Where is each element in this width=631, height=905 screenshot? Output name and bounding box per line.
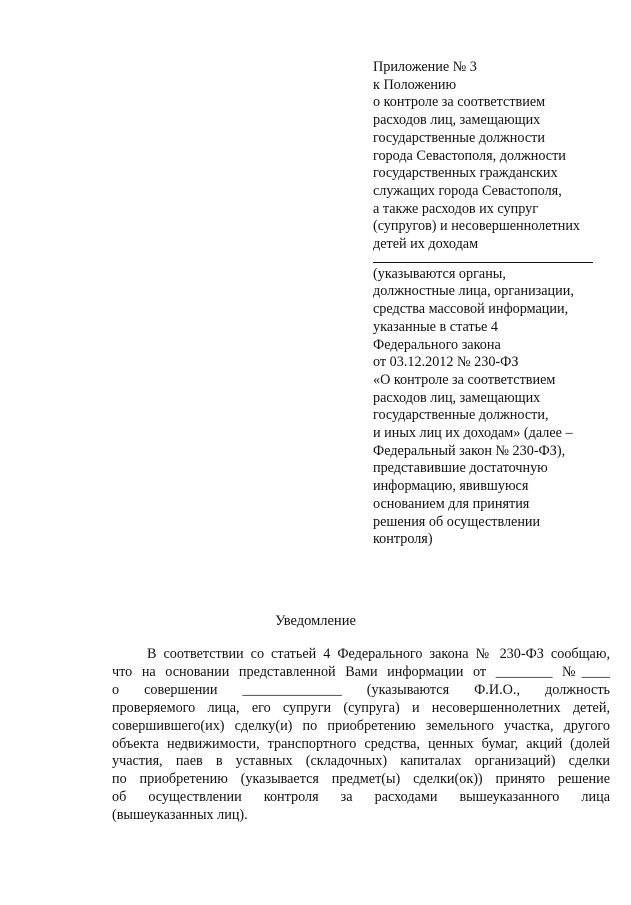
recipient-line: (указываются органы,: [373, 265, 506, 282]
notice-body: [112, 646, 610, 825]
recipient-line: средства массовой информации,: [373, 301, 569, 318]
recipient-line: представившие достаточную: [373, 460, 548, 477]
recipient-line: указанные в статье 4: [373, 318, 498, 335]
appendix-line: Приложение № 3: [373, 59, 477, 75]
appendix-line: детей их доходам: [373, 236, 479, 253]
appendix-line: (супругов) и несовершеннолетних: [373, 218, 580, 235]
recipient-line: должностные лица, организации,: [373, 283, 574, 300]
recipient-line: информацию, явившуюся: [373, 478, 529, 495]
recipient-line: государственные должности,: [373, 407, 549, 424]
notice-line: совершившего(их) сделку(и) по приобретению земельного участка, другого: [112, 717, 610, 734]
recipient-line: «О контроле за соответствием: [373, 371, 556, 388]
notice-line: (вышеуказанных лиц).: [112, 807, 248, 824]
appendix-line: государственные должности: [373, 129, 545, 146]
notice-line: объекта недвижимости, транспортного средства, ценных бумаг, акций (долей: [112, 735, 610, 752]
recipient-line: Федеральный закон № 230-ФЗ),: [373, 442, 566, 459]
notice-line: В соответствии со статьей 4 Федерального закона № 230-ФЗ сообщаю,: [147, 646, 610, 662]
notice-line: о совершении ______________ (указываются Ф.И.О., должность: [112, 681, 610, 698]
recipient-blank-line: [373, 262, 593, 263]
recipient-line: контроля): [373, 531, 433, 548]
appendix-line: государственных гражданских: [373, 165, 558, 182]
appendix-line: служащих города Севастополя,: [373, 182, 562, 199]
appendix-line: расходов лиц, замещающих: [373, 112, 541, 129]
recipient-description: [373, 266, 608, 549]
notice-line: проверяемого лица, его супруги (супруга) и несовершеннолетних детей,: [112, 699, 610, 716]
recipient-line: решения об осуществлении: [373, 513, 541, 530]
notice-line: по приобретению (указывается предмет(ы) сделки(ок)) принято решение: [112, 771, 610, 788]
recipient-line: расходов лиц, замещающих: [373, 389, 541, 406]
appendix-header: [373, 59, 608, 549]
appendix-line: о контроле за соответствием: [373, 94, 546, 111]
appendix-line: города Севастополя, должности: [373, 147, 566, 164]
notice-line: участия, паев в уставных (складочных) капиталах организаций) сделки: [112, 753, 610, 770]
recipient-line: основанием для принятия: [373, 495, 530, 512]
notice-title: Уведомление: [275, 613, 356, 629]
appendix-line: а также расходов их супруг: [373, 200, 539, 217]
notice-line: что на основании представленной Вами информации от ________ №____: [112, 663, 610, 680]
notice-line: об осуществлении контроля за расходами вышеуказанного лица: [112, 789, 610, 806]
appendix-line: к Положению: [373, 76, 457, 93]
recipient-line: и иных лиц их доходам» (далее –: [373, 425, 573, 442]
recipient-line: Федерального закона: [373, 336, 501, 353]
recipient-line: от 03.12.2012 № 230-ФЗ: [373, 354, 519, 371]
